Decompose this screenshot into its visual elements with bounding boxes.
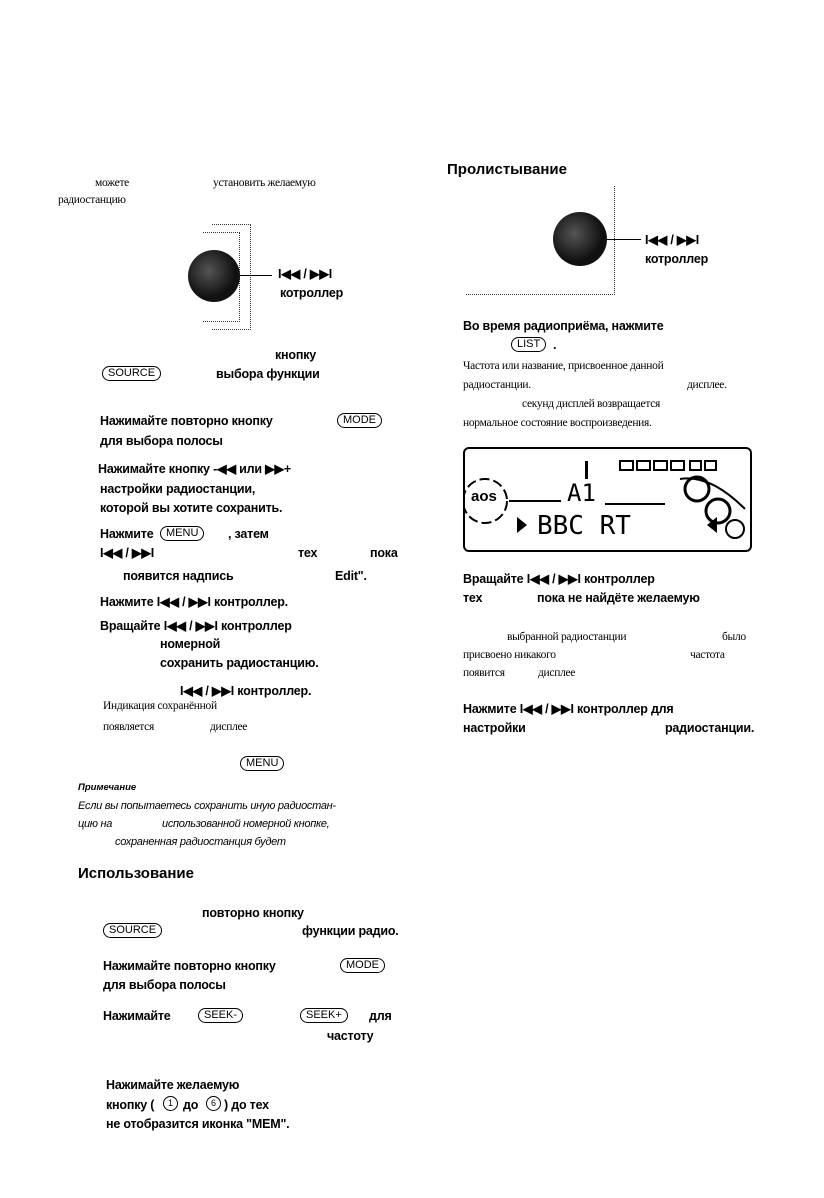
step-text: Нажимайте желаемую bbox=[106, 1078, 240, 1092]
step-text: Нажмите I◀◀ / ▶▶I контроллер. bbox=[100, 595, 288, 609]
mode-button: MODE bbox=[337, 413, 382, 428]
intro-text: установить желаемую bbox=[213, 177, 316, 189]
controller-symbol: I◀◀ / ▶▶I bbox=[645, 233, 700, 247]
step-text: ) до тех bbox=[224, 1098, 269, 1112]
info-text: было bbox=[722, 631, 746, 643]
arrow-right-icon bbox=[517, 517, 527, 533]
note-text: Если вы попытаетесь сохранить иную радиостан- bbox=[78, 800, 336, 812]
step-text: I◀◀ / ▶▶I контроллер. bbox=[180, 684, 312, 698]
step-text: пока bbox=[370, 546, 398, 560]
step-text: пока не найдёте желаемую bbox=[537, 591, 700, 605]
info-text: секунд дисплей возвращается bbox=[522, 398, 660, 410]
intro-text: радиостанцию bbox=[58, 194, 126, 206]
preset-6-button: 6 bbox=[206, 1096, 221, 1111]
section-title: Пролистывание bbox=[447, 161, 567, 178]
step-text: для bbox=[369, 1009, 392, 1023]
source-button: SOURCE bbox=[103, 923, 162, 938]
step-text: . bbox=[553, 338, 557, 352]
step-text: повторно кнопку bbox=[202, 906, 304, 920]
list-button: LIST bbox=[511, 337, 546, 352]
lcd-channel: A1 bbox=[567, 479, 596, 507]
step-text: кнопку ( bbox=[106, 1098, 155, 1112]
info-text: появляется bbox=[103, 721, 154, 733]
lcd-arc bbox=[680, 478, 745, 509]
step-text: номерной bbox=[160, 637, 221, 651]
step-text: Нажимайте повторно кнопку bbox=[100, 414, 273, 428]
step-text: Вращайте I◀◀ / ▶▶I контроллер bbox=[463, 572, 655, 586]
controller-knob-icon bbox=[553, 212, 607, 266]
step-text: Edit". bbox=[335, 569, 367, 583]
menu-button: MENU bbox=[160, 526, 204, 541]
step-text: тех bbox=[298, 546, 318, 560]
controller-symbol: I◀◀ / ▶▶I bbox=[278, 267, 333, 281]
step-text: кнопку bbox=[275, 348, 316, 362]
step-text: настройки bbox=[463, 721, 526, 735]
info-text: появится bbox=[463, 667, 505, 679]
note-text: цию на bbox=[78, 818, 113, 830]
step-text: Вращайте I◀◀ / ▶▶I контроллер bbox=[100, 619, 292, 633]
info-text: дисплее bbox=[538, 667, 576, 679]
controller-label: котроллер bbox=[645, 252, 709, 266]
step-text: Нажимайте кнопку -◀◀ или ▶▶+ bbox=[98, 462, 292, 476]
controller-label: котроллер bbox=[280, 286, 344, 300]
step-text: Нажимайте повторно кнопку bbox=[103, 959, 276, 973]
step-text: появится надпись bbox=[123, 569, 234, 583]
step-text: Во время радиоприёма, нажмите bbox=[463, 319, 664, 333]
step-text: Нажмите I◀◀ / ▶▶I контроллер для bbox=[463, 702, 674, 716]
step-text: частоту bbox=[327, 1029, 374, 1043]
step-text: Нажимайте bbox=[103, 1009, 171, 1023]
note-title: Примечание bbox=[78, 782, 137, 793]
indicator-icon bbox=[706, 499, 730, 523]
step-text: до bbox=[183, 1098, 199, 1112]
lcd-display bbox=[463, 447, 752, 552]
step-text: для выбора полосы bbox=[100, 434, 223, 448]
lcd-badge: aos bbox=[471, 488, 497, 505]
step-text: сохранить радиостанцию. bbox=[160, 656, 319, 670]
mode-button: MODE bbox=[340, 958, 385, 973]
step-text: для выбора полосы bbox=[103, 978, 226, 992]
segment-blocks bbox=[620, 461, 716, 470]
step-text: функции радио. bbox=[302, 924, 399, 938]
pointer-line bbox=[607, 239, 641, 240]
step-text: Нажмите bbox=[100, 527, 154, 541]
info-text: нормальное состояние воспроизведения. bbox=[463, 417, 652, 429]
step-text: настройки радиостанции, bbox=[100, 482, 256, 496]
step-text: которой вы хотите сохранить. bbox=[100, 501, 283, 515]
note-text: использованной номерной кнопке, bbox=[162, 818, 330, 830]
step-text: тех bbox=[463, 591, 483, 605]
step-text: выбора функции bbox=[216, 367, 320, 381]
info-text: радиостанции. bbox=[463, 379, 531, 391]
lcd-station-name: BBC RT bbox=[537, 511, 631, 541]
segment-bar bbox=[585, 461, 588, 479]
seek-plus-button: SEEK+ bbox=[300, 1008, 348, 1023]
pointer-line bbox=[240, 275, 272, 276]
step-text: не отобразится иконка "MEM". bbox=[106, 1117, 290, 1131]
intro-text: можете bbox=[95, 177, 129, 189]
section-title: Использование bbox=[78, 865, 194, 882]
info-text: Частота или название, присвоенное данной bbox=[463, 360, 664, 372]
info-text: выбранной радиостанции bbox=[507, 631, 627, 643]
step-text: , затем bbox=[228, 527, 269, 541]
controller-symbol: I◀◀ / ▶▶I bbox=[100, 546, 155, 560]
seek-minus-button: SEEK- bbox=[198, 1008, 243, 1023]
info-text: дисплее bbox=[210, 721, 248, 733]
step-text: радиостанции. bbox=[665, 721, 755, 735]
info-text: дисплее. bbox=[687, 379, 727, 391]
info-text: присвоено никакого bbox=[463, 649, 556, 661]
info-text: Индикация сохранённой bbox=[103, 700, 217, 712]
controller-knob-icon bbox=[188, 250, 240, 302]
indicator-icon bbox=[726, 520, 744, 538]
info-text: частота bbox=[690, 649, 725, 661]
source-button: SOURCE bbox=[102, 366, 161, 381]
preset-1-button: 1 bbox=[163, 1096, 178, 1111]
note-text: сохраненная радиостанция будет bbox=[115, 836, 286, 848]
menu-button: MENU bbox=[240, 756, 284, 771]
